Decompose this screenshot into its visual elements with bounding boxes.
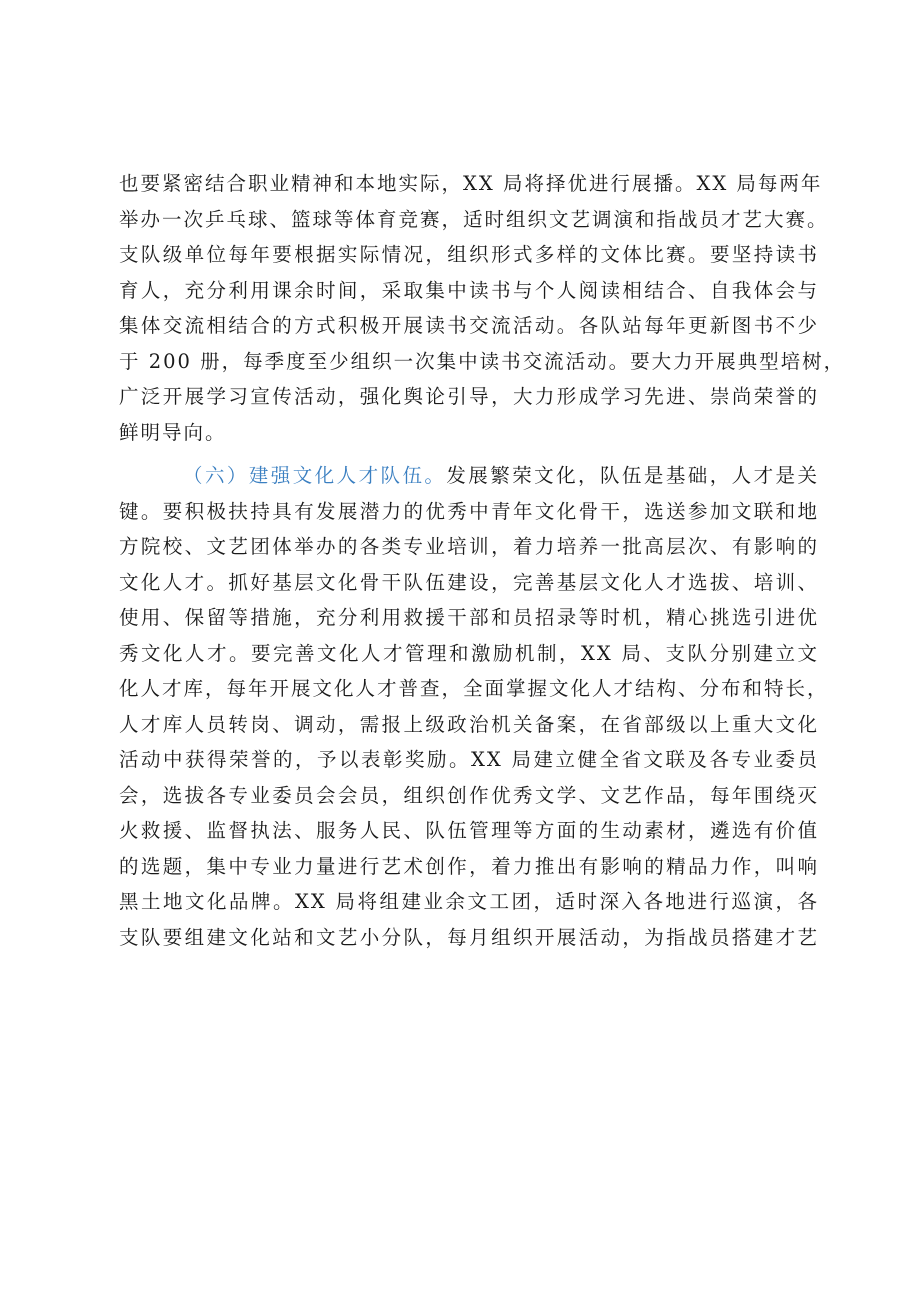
text-line: 于 200 册，每季度至少组织一次集中读书交流活动。要大力开展典型培树， (119, 349, 846, 373)
document-body (119, 166, 846, 955)
text-line: 支队要组建文化站和文艺小分队，每月组织开展活动，为指战员搭建才艺 (119, 925, 819, 949)
text-line: 键。要积极扶持具有发展潜力的优秀中青年文化骨干，选送参加文联和地 (119, 499, 819, 523)
text-line: 秀文化人才。要完善文化人才管理和激励机制，XX 局、支队分别建立文 (119, 641, 819, 665)
text-line: 黑土地文化品牌。XX 局将组建业余文工团，适时深入各地进行巡演，各 (119, 890, 819, 913)
text-line: 也要紧密结合职业精神和本地实际，XX 局将择优进行展播。XX 局每两年 (119, 172, 823, 195)
text-line: 人才库人员转岗、调动，需报上级政治机关备案，在省部级以上重大文化 (119, 712, 819, 736)
text-line: 文化人才。抓好基层文化骨干队伍建设，完善基层文化人才选拔、培训、 (119, 570, 819, 594)
section-heading: （六）建强文化人才队伍。 (183, 464, 447, 487)
text-line: 育人，充分利用课余时间，采取集中读书与个人阅读相结合、自我体会与 (119, 278, 819, 302)
text-line: 活动中获得荣誉的，予以表彰奖励。XX 局建立健全省文联及各专业委员 (119, 748, 819, 771)
text-line: 使用、保留等措施，充分利用救援干部和员招录等时机，精心挑选引进优 (119, 606, 819, 629)
text-line: 化人才库，每年开展文化人才普查，全面掌握文化人才结构、分布和特长， (119, 677, 829, 700)
text-line: 会，选拔各专业委员会会员，组织创作优秀文学、文艺作品，每年围绕灭 (119, 783, 819, 807)
text-line: 广泛开展学习宣传活动，强化舆论引导，大力形成学习先进、崇尚荣誉的 (119, 385, 819, 408)
text-line-first (119, 458, 819, 494)
text-line: 集体交流相结合的方式积极开展读书交流活动。各队站每年更新图书不少 (119, 314, 819, 337)
text-line: 支队级单位每年要根据实际情况，组织形式多样的文体比赛。要坚持读书 (119, 243, 819, 266)
text-line-rest: 发展繁荣文化，队伍是基础，人才是关 (446, 464, 819, 487)
text-line: 的选题，集中专业力量进行艺术创作，着力推出有影响的精品力作，叫响 (119, 854, 819, 878)
text-line: 举办一次乒乓球、篮球等体育竞赛，适时组织文艺调演和指战员才艺大赛。 (119, 207, 829, 231)
text-line: 火救援、监督执法、服务人民、队伍管理等方面的生动素材，遴选有价值 (119, 819, 819, 842)
text-line: 鲜明导向。 (119, 420, 227, 444)
text-line: 方院校、文艺团体举办的各类专业培训，着力培养一批高层次、有影响的 (119, 535, 819, 558)
paragraph-reading-culture (119, 166, 846, 450)
paragraph-talent-team (119, 458, 829, 955)
